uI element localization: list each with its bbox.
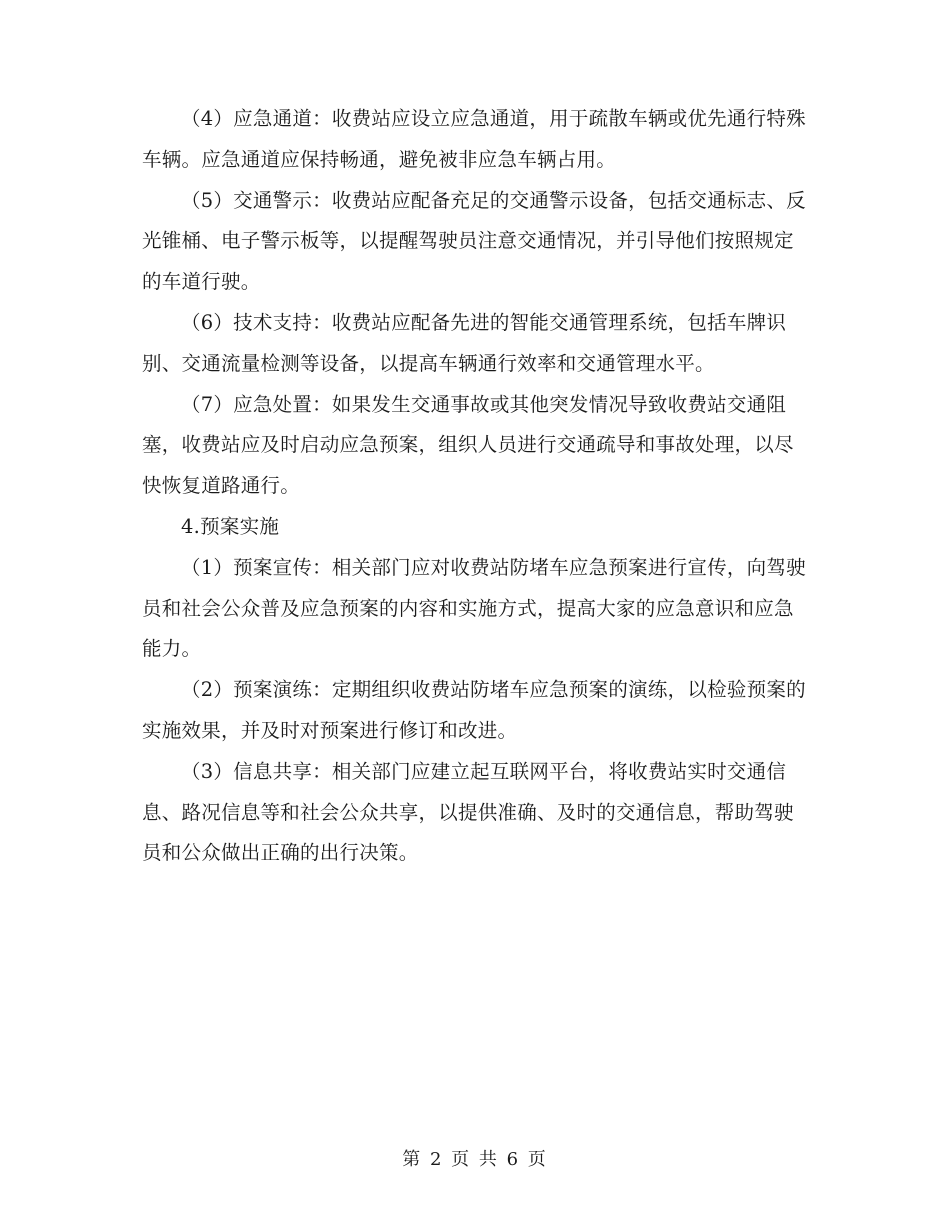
document-body <box>142 99 808 874</box>
section-heading-plan-implementation: 4.预案实施 <box>181 514 280 538</box>
paragraph-technical-support: （6）技术支持：收费站应配备先进的智能交通管理系统，包括车牌识别、交通流量检测等设备，以提高车辆通行效率和交通管理水平。 <box>142 310 787 375</box>
paragraph-traffic-warning: （5）交通警示：收费站应配备充足的交通警示设备，包括交通标志、反光锥桶、电子警示板等，以提醒驾驶员注意交通情况，并引导他们按照规定的车道行驶。 <box>142 188 806 294</box>
paragraph-emergency-handling: （7）应急处置：如果发生交通事故或其他突发情况导致收费站交通阻塞，收费站应及时启动应急预案，组织人员进行交通疏导和事故处理，以尽快恢复道路通行。 <box>142 392 794 498</box>
page-number-footer: 第 2 页 共 6 页 <box>402 1149 548 1170</box>
paragraph-plan-publicity: （1）预案宣传：相关部门应对收费站防堵车应急预案进行宣传，向驾驶员和社会公众普及应急预案的内容和实施方式，提高大家的应急意识和应急能力。 <box>142 555 806 661</box>
paragraph-plan-drill: （2）预案演练：定期组织收费站防堵车应急预案的演练，以检验预案的实施效果，并及时对预案进行修订和改进。 <box>142 678 806 742</box>
paragraph-emergency-lane: （4）应急通道：收费站应设立应急通道，用于疏散车辆或优先通行特殊车辆。应急通道应保持畅通，避免被非应急车辆占用。 <box>142 107 806 171</box>
paragraph-information-sharing: （3）信息共享：相关部门应建立起互联网平台，将收费站实时交通信息、路况信息等和社会公众共享，以提供准确、及时的交通信息，帮助驾驶员和公众做出正确的出行决策。 <box>142 759 794 865</box>
